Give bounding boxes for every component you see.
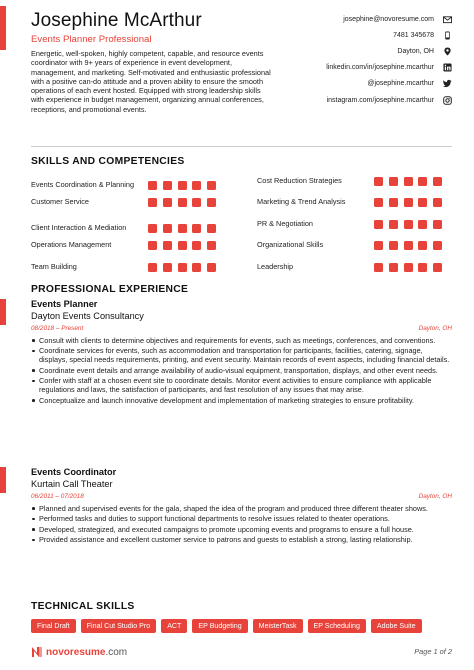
contact-instagram-text: instagram.com/josephine.mcarthur — [326, 96, 434, 104]
job-company: Dayton Events Consultancy — [31, 311, 144, 321]
rating-dot — [148, 224, 157, 233]
rating-dot — [389, 241, 398, 250]
phone-icon — [442, 30, 452, 40]
contact-list — [262, 11, 452, 108]
skill-item — [257, 192, 457, 212]
job-role: Events Planner — [31, 299, 98, 309]
skill-label: Cost Reduction Strategies — [257, 175, 342, 185]
rating-dot — [178, 263, 187, 272]
candidate-name: Josephine McArthur — [31, 10, 202, 31]
job-dates: 08/2018 – Present — [31, 325, 84, 332]
rating-dot — [192, 224, 201, 233]
rating-dot — [163, 241, 172, 250]
skill-rating — [148, 241, 216, 250]
rating-dot — [418, 177, 427, 186]
rating-dot — [433, 241, 442, 250]
skill-rating — [148, 198, 216, 207]
rating-dot — [207, 224, 216, 233]
skill-rating — [148, 263, 216, 272]
skill-item — [257, 214, 457, 234]
rating-dot — [374, 198, 383, 207]
rating-dot — [404, 198, 413, 207]
rating-dot — [207, 198, 216, 207]
rating-dot — [207, 263, 216, 272]
skills-section-title: SKILLS AND COMPETENCIES — [31, 156, 185, 167]
skill-label: Team Building — [31, 261, 77, 271]
skill-item — [257, 257, 457, 277]
novoresume-logo-icon — [31, 646, 43, 658]
skill-tag: Final Draft — [31, 619, 76, 633]
rating-dot — [374, 177, 383, 186]
contact-location — [262, 43, 452, 59]
skill-tag: Adobe Suite — [371, 619, 422, 633]
technical-section-title: TECHNICAL SKILLS — [31, 601, 135, 612]
rating-dot — [389, 263, 398, 272]
skill-label: Marketing & Trend Analysis — [257, 196, 346, 206]
accent-bar-job-2 — [0, 467, 6, 493]
contact-twitter[interactable] — [262, 76, 452, 92]
rating-dot — [192, 181, 201, 190]
resume-header — [31, 10, 271, 114]
brand-name — [46, 647, 127, 658]
job-meta — [31, 493, 452, 500]
contact-instagram[interactable] — [262, 92, 452, 108]
rating-dot — [433, 220, 442, 229]
rating-dot — [418, 263, 427, 272]
skill-label: Leadership — [257, 261, 294, 271]
job-bullet: Confer with staff at a chosen event site to coordinate details. Monitor event activities to ensure compliance with applicable regulations and laws, the satisfaction of participants, and fast resolution of any issues that may arise. — [31, 376, 452, 394]
skill-rating — [374, 263, 442, 272]
job-bullet: Planned and supervised events for the gala, shaped the idea of the program and produced three different theater shows. — [31, 504, 452, 513]
contact-location-text: Dayton, OH — [397, 47, 434, 55]
rating-dot — [163, 224, 172, 233]
page-number: Page 1 of 2 — [414, 647, 452, 656]
rating-dot — [192, 241, 201, 250]
job-bullets — [31, 504, 452, 544]
job-bullet: Developed, strategized, and executed campaigns to promote upcoming events and programs to ensure a full house. — [31, 525, 452, 534]
job-meta — [31, 325, 452, 332]
skill-label: Client Interaction & Mediation — [31, 222, 127, 232]
skill-item — [257, 171, 457, 191]
contact-twitter-text: @josephine.mcarthur — [367, 80, 434, 88]
rating-dot — [178, 198, 187, 207]
contact-email-text: josephine@novoresume.com — [343, 15, 434, 23]
rating-dot — [433, 198, 442, 207]
skill-item — [31, 257, 231, 277]
contact-phone-text: 7481 345678 — [393, 31, 434, 39]
contact-linkedin-text: linkedin.com/in/josephine.mcarthur — [326, 64, 434, 72]
rating-dot — [178, 224, 187, 233]
job-bullet: Coordinate event details and arrange availability of audio-visual equipment, transportation, displays, and other event needs. — [31, 366, 452, 375]
rating-dot — [374, 241, 383, 250]
rating-dot — [374, 263, 383, 272]
skill-rating — [374, 177, 442, 186]
skill-rating — [374, 198, 442, 207]
rating-dot — [148, 198, 157, 207]
skill-tag: EP Scheduling — [308, 619, 366, 633]
skill-label: PR & Negotiation — [257, 218, 313, 228]
instagram-icon — [442, 95, 452, 105]
skill-label: Organizational Skills — [257, 239, 324, 249]
rating-dot — [374, 220, 383, 229]
skill-rating — [148, 181, 216, 190]
rating-dot — [192, 198, 201, 207]
job-location: Dayton, OH — [418, 493, 452, 500]
linkedin-icon — [442, 63, 452, 73]
rating-dot — [389, 198, 398, 207]
rating-dot — [418, 220, 427, 229]
rating-dot — [148, 263, 157, 272]
skill-rating — [374, 220, 442, 229]
rating-dot — [192, 263, 201, 272]
contact-phone[interactable] — [262, 27, 452, 43]
experience-section-title: PROFESSIONAL EXPERIENCE — [31, 284, 189, 295]
rating-dot — [389, 177, 398, 186]
job-bullet: Conceptualize and launch innovative development and implementation of marketing strategies to ensure profitability. — [31, 396, 452, 405]
rating-dot — [404, 220, 413, 229]
skills-grid — [31, 175, 452, 275]
job-role: Events Coordinator — [31, 467, 117, 477]
rating-dot — [418, 241, 427, 250]
rating-dot — [207, 181, 216, 190]
rating-dot — [163, 181, 172, 190]
skill-tag: EP Budgeting — [192, 619, 247, 633]
candidate-title: Events Planner Professional — [31, 34, 152, 45]
brand-suffix: .com — [105, 646, 128, 658]
job-bullet: Consult with clients to determine objectives and requirements for events, such as meetings, conferences, and conventions. — [31, 336, 452, 345]
skill-rating — [148, 224, 216, 233]
rating-dot — [148, 241, 157, 250]
rating-dot — [207, 241, 216, 250]
location-pin-icon — [442, 46, 452, 56]
rating-dot — [163, 263, 172, 272]
accent-bar-header — [0, 6, 6, 50]
skill-tag: ACT — [161, 619, 187, 633]
rating-dot — [178, 241, 187, 250]
job-bullet: Provided assistance and excellent customer service to patrons and guests to establish a strong, lasting relationship. — [31, 535, 452, 544]
contact-email[interactable] — [262, 11, 452, 27]
skill-label: Events Coordination & Planning — [31, 179, 135, 189]
job-company: Kurtain Call Theater — [31, 479, 113, 489]
skill-tag: Final Cut Studio Pro — [81, 619, 156, 633]
skill-label: Customer Service — [31, 196, 89, 206]
job-location: Dayton, OH — [418, 325, 452, 332]
skill-rating — [374, 241, 442, 250]
contact-linkedin[interactable] — [262, 60, 452, 76]
rating-dot — [389, 220, 398, 229]
rating-dot — [418, 198, 427, 207]
job-bullets — [31, 336, 452, 405]
rating-dot — [148, 181, 157, 190]
rating-dot — [163, 198, 172, 207]
envelope-icon — [442, 14, 452, 24]
skill-item — [31, 192, 231, 212]
job-dates: 06/2011 – 07/2018 — [31, 493, 84, 500]
summary-paragraph: Energetic, well-spoken, highly competent, capable, and resource events coordinator with 9+ years of experience in event development, management, and marketing. Self-motivated and enthusiastic professional with a positive can-do attitude and a proven ability to ensure the smooth operations of each event hosted. Equipped with strong leadership skills with experience in budget management, organizing annual conferences, receptions, and promotional events. — [31, 49, 271, 114]
rating-dot — [178, 181, 187, 190]
section-divider — [31, 146, 452, 147]
twitter-icon — [442, 79, 452, 89]
job-bullet: Performed tasks and duties to support functional departments to resolve issues related to theater operations. — [31, 514, 452, 523]
job-entry — [31, 299, 452, 406]
job-entry — [31, 467, 452, 546]
brand-logo[interactable] — [31, 646, 127, 658]
skill-item — [257, 235, 457, 255]
accent-bar-job-1 — [0, 299, 6, 325]
technical-tags — [31, 619, 422, 633]
rating-dot — [433, 263, 442, 272]
rating-dot — [404, 177, 413, 186]
skill-item — [31, 235, 231, 255]
rating-dot — [433, 177, 442, 186]
skill-tag: MeisterTask — [253, 619, 303, 633]
brand-main: novoresume — [46, 646, 106, 658]
skill-label: Operations Management — [31, 239, 112, 249]
rating-dot — [404, 263, 413, 272]
rating-dot — [404, 241, 413, 250]
job-bullet: Coordinate services for events, such as accommodation and transportation for participants, facilities, catering, signage, displays, special needs requirements, printing, and event security. Maintain records of event aspects, including financial details. — [31, 346, 452, 364]
